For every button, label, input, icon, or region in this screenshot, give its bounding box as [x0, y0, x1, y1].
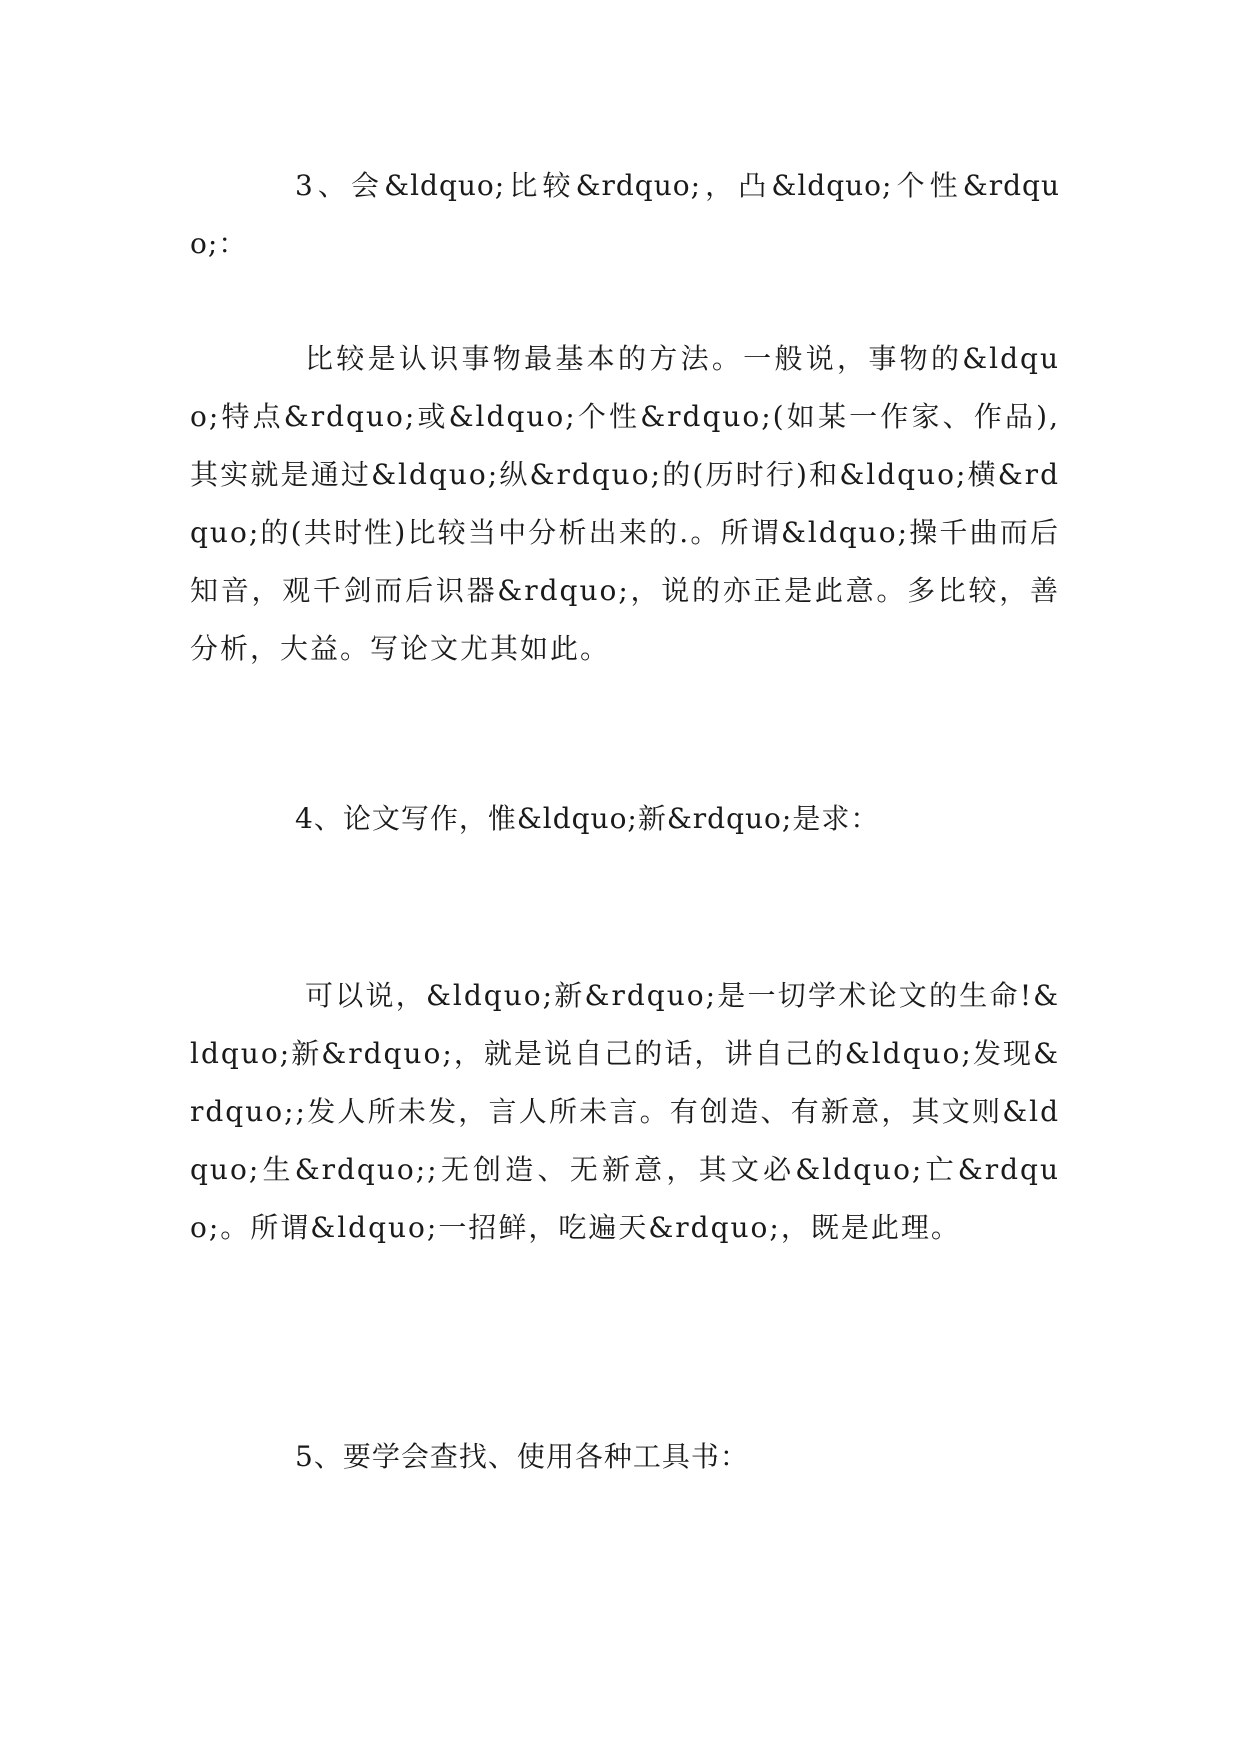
section-4-paragraph: 可以说，&ldquo;新&rdquo;是一切学术论文的生命!&ldquo;新&rdquo;，就是说自己的话，讲自己的&ldquo;发现&rdquo;;发人所未发，言人所未言。有创造、有新意，其文则&ldquo;生&rdquo;;无创造、无新意，其文必&ldquo;亡&rdquo;。所谓&ldquo;一招鲜，吃遍天&rdquo;，既是此理。 [190, 979, 1060, 1244]
section-4-heading: 4、论文写作，惟&ldquo;新&rdquo;是求： [295, 802, 880, 835]
section-3-heading: 3、会&ldquo;比较&rdquo;，凸&ldquo;个性&rdquo;： [190, 169, 1060, 260]
section-5-heading: 5、要学会查找、使用各种工具书： [295, 1440, 749, 1473]
section-3-paragraph: 比较是认识事物最基本的方法。一般说，事物的&ldquo;特点&rdquo;或&ldquo;个性&rdquo;(如某一作家、作品),其实就是通过&ldquo;纵&rdquo;的(历时行)和&ldquo;横&rdquo;的(共时性)比较当中分析出来的.。所谓&ldquo;操千曲而后知音，观千剑而后识器&rdquo;，说的亦正是此意。多比较，善分析，大益。写论文尤其如此。 [190, 342, 1060, 665]
